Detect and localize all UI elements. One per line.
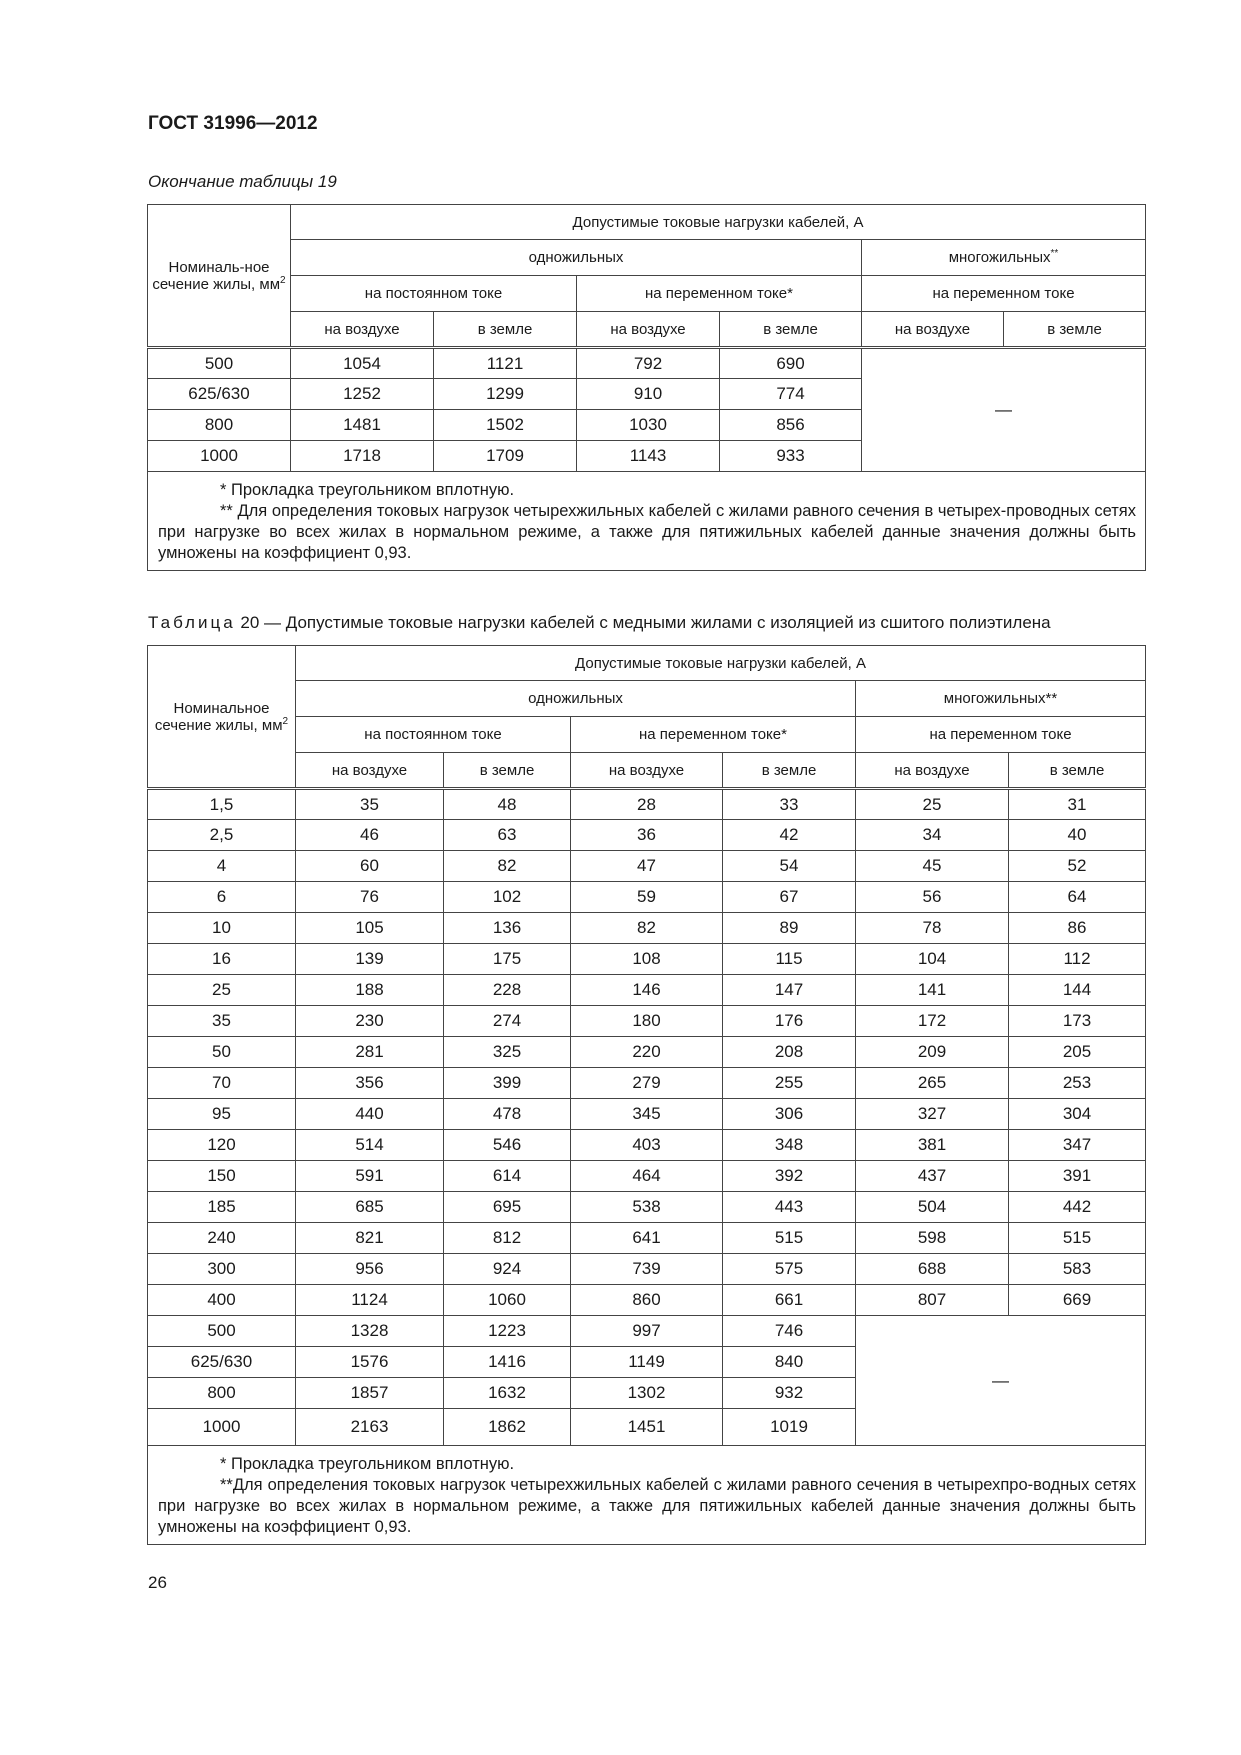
table-cell: 108 — [571, 944, 723, 975]
table-cell: 220 — [571, 1037, 723, 1068]
table19-notes — [148, 472, 1146, 571]
air-header: на воздухе — [577, 312, 720, 348]
table-cell: 1857 — [296, 1378, 444, 1409]
table-cell: 347 — [1009, 1130, 1146, 1161]
table-cell: 274 — [444, 1006, 571, 1037]
table-cell: 120 — [148, 1130, 296, 1161]
table-cell: 54 — [723, 851, 856, 882]
table-cell: 399 — [444, 1068, 571, 1099]
table-cell: 792 — [577, 348, 720, 379]
table-row — [148, 1099, 1146, 1130]
table20-notes — [148, 1446, 1146, 1545]
table-row — [148, 1130, 1146, 1161]
table-cell: 924 — [444, 1254, 571, 1285]
table-cell: 1718 — [291, 441, 434, 472]
table-row — [148, 1316, 1146, 1347]
table-cell: 440 — [296, 1099, 444, 1130]
table-cell: 35 — [148, 1006, 296, 1037]
table-cell: 746 — [723, 1316, 856, 1347]
table-cell: 812 — [444, 1223, 571, 1254]
table-cell: 1451 — [571, 1409, 723, 1446]
table-cell: 82 — [444, 851, 571, 882]
table-cell: 279 — [571, 1068, 723, 1099]
table-cell: 146 — [571, 975, 723, 1006]
table-cell: 253 — [1009, 1068, 1146, 1099]
table-cell: 64 — [1009, 882, 1146, 913]
table-cell: 56 — [856, 882, 1009, 913]
table-cell: 180 — [571, 1006, 723, 1037]
table-cell: 932 — [723, 1378, 856, 1409]
table-cell: 1502 — [434, 410, 577, 441]
table-cell: 1060 — [444, 1285, 571, 1316]
permissible-loads-header: Допустимые токовые нагрузки кабелей, А — [291, 205, 1146, 240]
table-cell: 2163 — [296, 1409, 444, 1446]
table-cell: 614 — [444, 1161, 571, 1192]
table-cell: 514 — [296, 1130, 444, 1161]
dc-header: на постоянном токе — [291, 276, 577, 312]
table-cell: 327 — [856, 1099, 1009, 1130]
table-row — [148, 820, 1146, 851]
ground-header: в земле — [1004, 312, 1146, 348]
table-cell: 306 — [723, 1099, 856, 1130]
table-cell: 625/630 — [148, 379, 291, 410]
table-cell: 1054 — [291, 348, 434, 379]
table-cell: 1416 — [444, 1347, 571, 1378]
table-cell: 48 — [444, 789, 571, 820]
multi-core-header: многожильных** — [856, 681, 1146, 717]
table-cell: 2,5 — [148, 820, 296, 851]
table-cell: 82 — [571, 913, 723, 944]
table-cell: 821 — [296, 1223, 444, 1254]
table-cell: 774 — [720, 379, 862, 410]
table-cell: 437 — [856, 1161, 1009, 1192]
table-cell: 45 — [856, 851, 1009, 882]
table-cell: 1328 — [296, 1316, 444, 1347]
table-cell: 265 — [856, 1068, 1009, 1099]
table-cell: 1302 — [571, 1378, 723, 1409]
multi-core-header: многожильных** — [862, 240, 1146, 276]
table-cell: 52 — [1009, 851, 1146, 882]
ac-multi-header: на переменном токе — [862, 276, 1146, 312]
table-cell: 34 — [856, 820, 1009, 851]
table-row — [148, 1192, 1146, 1223]
table-cell: 228 — [444, 975, 571, 1006]
table-row — [148, 1037, 1146, 1068]
table-cell: 348 — [723, 1130, 856, 1161]
table-cell: 381 — [856, 1130, 1009, 1161]
ground-header: в земле — [723, 753, 856, 789]
table-cell: 1632 — [444, 1378, 571, 1409]
table-cell: 800 — [148, 410, 291, 441]
table-cell: 47 — [571, 851, 723, 882]
table-row — [148, 1285, 1146, 1316]
table-cell: 860 — [571, 1285, 723, 1316]
table-cell: 575 — [723, 1254, 856, 1285]
table-cell: 95 — [148, 1099, 296, 1130]
table-cell: 1299 — [434, 379, 577, 410]
table-cell: 538 — [571, 1192, 723, 1223]
table-row — [148, 1223, 1146, 1254]
table-row — [148, 944, 1146, 975]
table-cell: 910 — [577, 379, 720, 410]
table-cell: 33 — [723, 789, 856, 820]
table-cell: 669 — [1009, 1285, 1146, 1316]
table-cell: 147 — [723, 975, 856, 1006]
table-cell: 504 — [856, 1192, 1009, 1223]
table-cell: 695 — [444, 1192, 571, 1223]
table-cell: 67 — [723, 882, 856, 913]
table-cell: 625/630 — [148, 1347, 296, 1378]
table-cell: 102 — [444, 882, 571, 913]
table-cell: 856 — [720, 410, 862, 441]
table-cell: 240 — [148, 1223, 296, 1254]
ground-header: в земле — [444, 753, 571, 789]
table-cell: 1,5 — [148, 789, 296, 820]
table-cell: 800 — [148, 1378, 296, 1409]
table-row — [148, 789, 1146, 820]
note-double-asterisk: **Для определения токовых нагрузок четырехжильных кабелей с жилами равного сечения в четырехпро-водных сетях при нагрузке во всех жилах в нормальном режиме, а также для пятижильных кабелей данные значения должны быть умножены на коэффициент 0,93. — [158, 1476, 1136, 1536]
table-cell: 86 — [1009, 913, 1146, 944]
note-asterisk: * Прокладка треугольником вплотную. — [220, 481, 515, 499]
table-cell: 807 — [856, 1285, 1009, 1316]
table-cell: 31 — [1009, 789, 1146, 820]
table-cell: 933 — [720, 441, 862, 472]
page-number: 26 — [148, 1573, 167, 1592]
note-double-asterisk: ** Для определения токовых нагрузок четырехжильных кабелей с жилами равного сечения в четырех-проводных сетях при нагрузке во всех жилах в нормальном режиме, а также для пятижильных кабелей данные значения должны быть умножены на коэффициент 0,93. — [158, 502, 1136, 562]
table-cell: 956 — [296, 1254, 444, 1285]
table-cell: 1121 — [434, 348, 577, 379]
table-cell: 500 — [148, 348, 291, 379]
ground-header: в земле — [720, 312, 862, 348]
table-cell: 478 — [444, 1099, 571, 1130]
table-cell: 300 — [148, 1254, 296, 1285]
dc-header: на постоянном токе — [296, 717, 571, 753]
table-cell: 1576 — [296, 1347, 444, 1378]
note-asterisk: * Прокладка треугольником вплотную. — [220, 1455, 515, 1473]
document-code: ГОСТ 31996—2012 — [148, 113, 318, 134]
table-cell: 230 — [296, 1006, 444, 1037]
table-cell: 205 — [1009, 1037, 1146, 1068]
table-cell: 115 — [723, 944, 856, 975]
table-cell: 1143 — [577, 441, 720, 472]
table-cell: 1223 — [444, 1316, 571, 1347]
table-cell: 59 — [571, 882, 723, 913]
ground-header: в земле — [434, 312, 577, 348]
table-cell: 1862 — [444, 1409, 571, 1446]
table-cell: 185 — [148, 1192, 296, 1223]
table-cell: 40 — [1009, 820, 1146, 851]
table-cell: 60 — [296, 851, 444, 882]
table-cell: 173 — [1009, 1006, 1146, 1037]
table-cell: 688 — [856, 1254, 1009, 1285]
table-row — [148, 1161, 1146, 1192]
table-cell: 63 — [444, 820, 571, 851]
table-cell: 464 — [571, 1161, 723, 1192]
table-cell: 443 — [723, 1192, 856, 1223]
table-cell: 997 — [571, 1316, 723, 1347]
table-cell: 144 — [1009, 975, 1146, 1006]
table-cell: 42 — [723, 820, 856, 851]
table-cell: 641 — [571, 1223, 723, 1254]
air-header: на воздухе — [291, 312, 434, 348]
table-cell: 1124 — [296, 1285, 444, 1316]
table-cell: 442 — [1009, 1192, 1146, 1223]
table-cell: 840 — [723, 1347, 856, 1378]
table-row — [148, 1006, 1146, 1037]
table-cell: 16 — [148, 944, 296, 975]
table-cell: 150 — [148, 1161, 296, 1192]
table-cell: 546 — [444, 1130, 571, 1161]
table-cell: 175 — [444, 944, 571, 975]
table-row — [148, 975, 1146, 1006]
table-cell: 172 — [856, 1006, 1009, 1037]
table-cell: 356 — [296, 1068, 444, 1099]
table-cell: 28 — [571, 789, 723, 820]
table-row — [148, 1254, 1146, 1285]
table-cell: 4 — [148, 851, 296, 882]
single-core-header: одножильных — [291, 240, 862, 276]
table-cell: 76 — [296, 882, 444, 913]
table-cell: 25 — [148, 975, 296, 1006]
nominal-section-header: Номиналь-ное сечение жилы, $мм^2$ — [148, 205, 291, 348]
table-20 — [147, 645, 1146, 1545]
ac-multi-header: на переменном токе — [856, 717, 1146, 753]
table-cell: 515 — [723, 1223, 856, 1254]
table19-caption: Окончание таблицы 19 — [148, 172, 337, 191]
table-cell: 35 — [296, 789, 444, 820]
table-cell: 141 — [856, 975, 1009, 1006]
ground-header: в земле — [1009, 753, 1146, 789]
no-data-dash: — — [862, 348, 1146, 472]
table-row — [148, 851, 1146, 882]
air-header: на воздухе — [296, 753, 444, 789]
table-cell: 139 — [296, 944, 444, 975]
table-cell: 1030 — [577, 410, 720, 441]
table-cell: 176 — [723, 1006, 856, 1037]
table-cell: 400 — [148, 1285, 296, 1316]
table-cell: 392 — [723, 1161, 856, 1192]
table-cell: 739 — [571, 1254, 723, 1285]
table-cell: 50 — [148, 1037, 296, 1068]
ac-header: на переменном токе* — [577, 276, 862, 312]
table-cell: 598 — [856, 1223, 1009, 1254]
table-cell: 690 — [720, 348, 862, 379]
table-row — [148, 1068, 1146, 1099]
table-cell: 70 — [148, 1068, 296, 1099]
table20-caption: Таблица 20 — Допустимые токовые нагрузки кабелей с медными жилами с изоляцией из сшитого полиэтилена — [148, 613, 1051, 632]
table-cell: 391 — [1009, 1161, 1146, 1192]
table-cell: 36 — [571, 820, 723, 851]
table-cell: 104 — [856, 944, 1009, 975]
table-cell: 685 — [296, 1192, 444, 1223]
table-cell: 46 — [296, 820, 444, 851]
table-cell: 281 — [296, 1037, 444, 1068]
table-cell: 345 — [571, 1099, 723, 1130]
air-header: на воздухе — [571, 753, 723, 789]
permissible-loads-header: Допустимые токовые нагрузки кабелей, А — [296, 646, 1146, 681]
air-header: на воздухе — [856, 753, 1009, 789]
table-cell: 1000 — [148, 1409, 296, 1446]
no-data-dash: — — [856, 1316, 1146, 1446]
table-cell: 661 — [723, 1285, 856, 1316]
table-cell: 583 — [1009, 1254, 1146, 1285]
table-cell: 1709 — [434, 441, 577, 472]
table-cell: 515 — [1009, 1223, 1146, 1254]
single-core-header: одножильных — [296, 681, 856, 717]
table-cell: 1019 — [723, 1409, 856, 1446]
table-cell: 403 — [571, 1130, 723, 1161]
table-cell: 209 — [856, 1037, 1009, 1068]
table-cell: 255 — [723, 1068, 856, 1099]
table-cell: 6 — [148, 882, 296, 913]
table-cell: 10 — [148, 913, 296, 944]
table-cell: 1252 — [291, 379, 434, 410]
ac-header: на переменном токе* — [571, 717, 856, 753]
table-row — [148, 913, 1146, 944]
table-19 — [147, 204, 1146, 571]
table-cell: 304 — [1009, 1099, 1146, 1130]
nominal-section-header: Номинальное сечение жилы, $мм^2$ — [148, 646, 296, 789]
table-cell: 1149 — [571, 1347, 723, 1378]
table-cell: 325 — [444, 1037, 571, 1068]
table-cell: 208 — [723, 1037, 856, 1068]
table-cell: 25 — [856, 789, 1009, 820]
table-cell: 89 — [723, 913, 856, 944]
table-cell: 78 — [856, 913, 1009, 944]
table-cell: 1000 — [148, 441, 291, 472]
table-cell: 591 — [296, 1161, 444, 1192]
table-cell: 105 — [296, 913, 444, 944]
table-row — [148, 882, 1146, 913]
table-cell: 500 — [148, 1316, 296, 1347]
air-header: на воздухе — [862, 312, 1004, 348]
table-cell: 188 — [296, 975, 444, 1006]
table-cell: 112 — [1009, 944, 1146, 975]
table-cell: 1481 — [291, 410, 434, 441]
table-cell: 136 — [444, 913, 571, 944]
